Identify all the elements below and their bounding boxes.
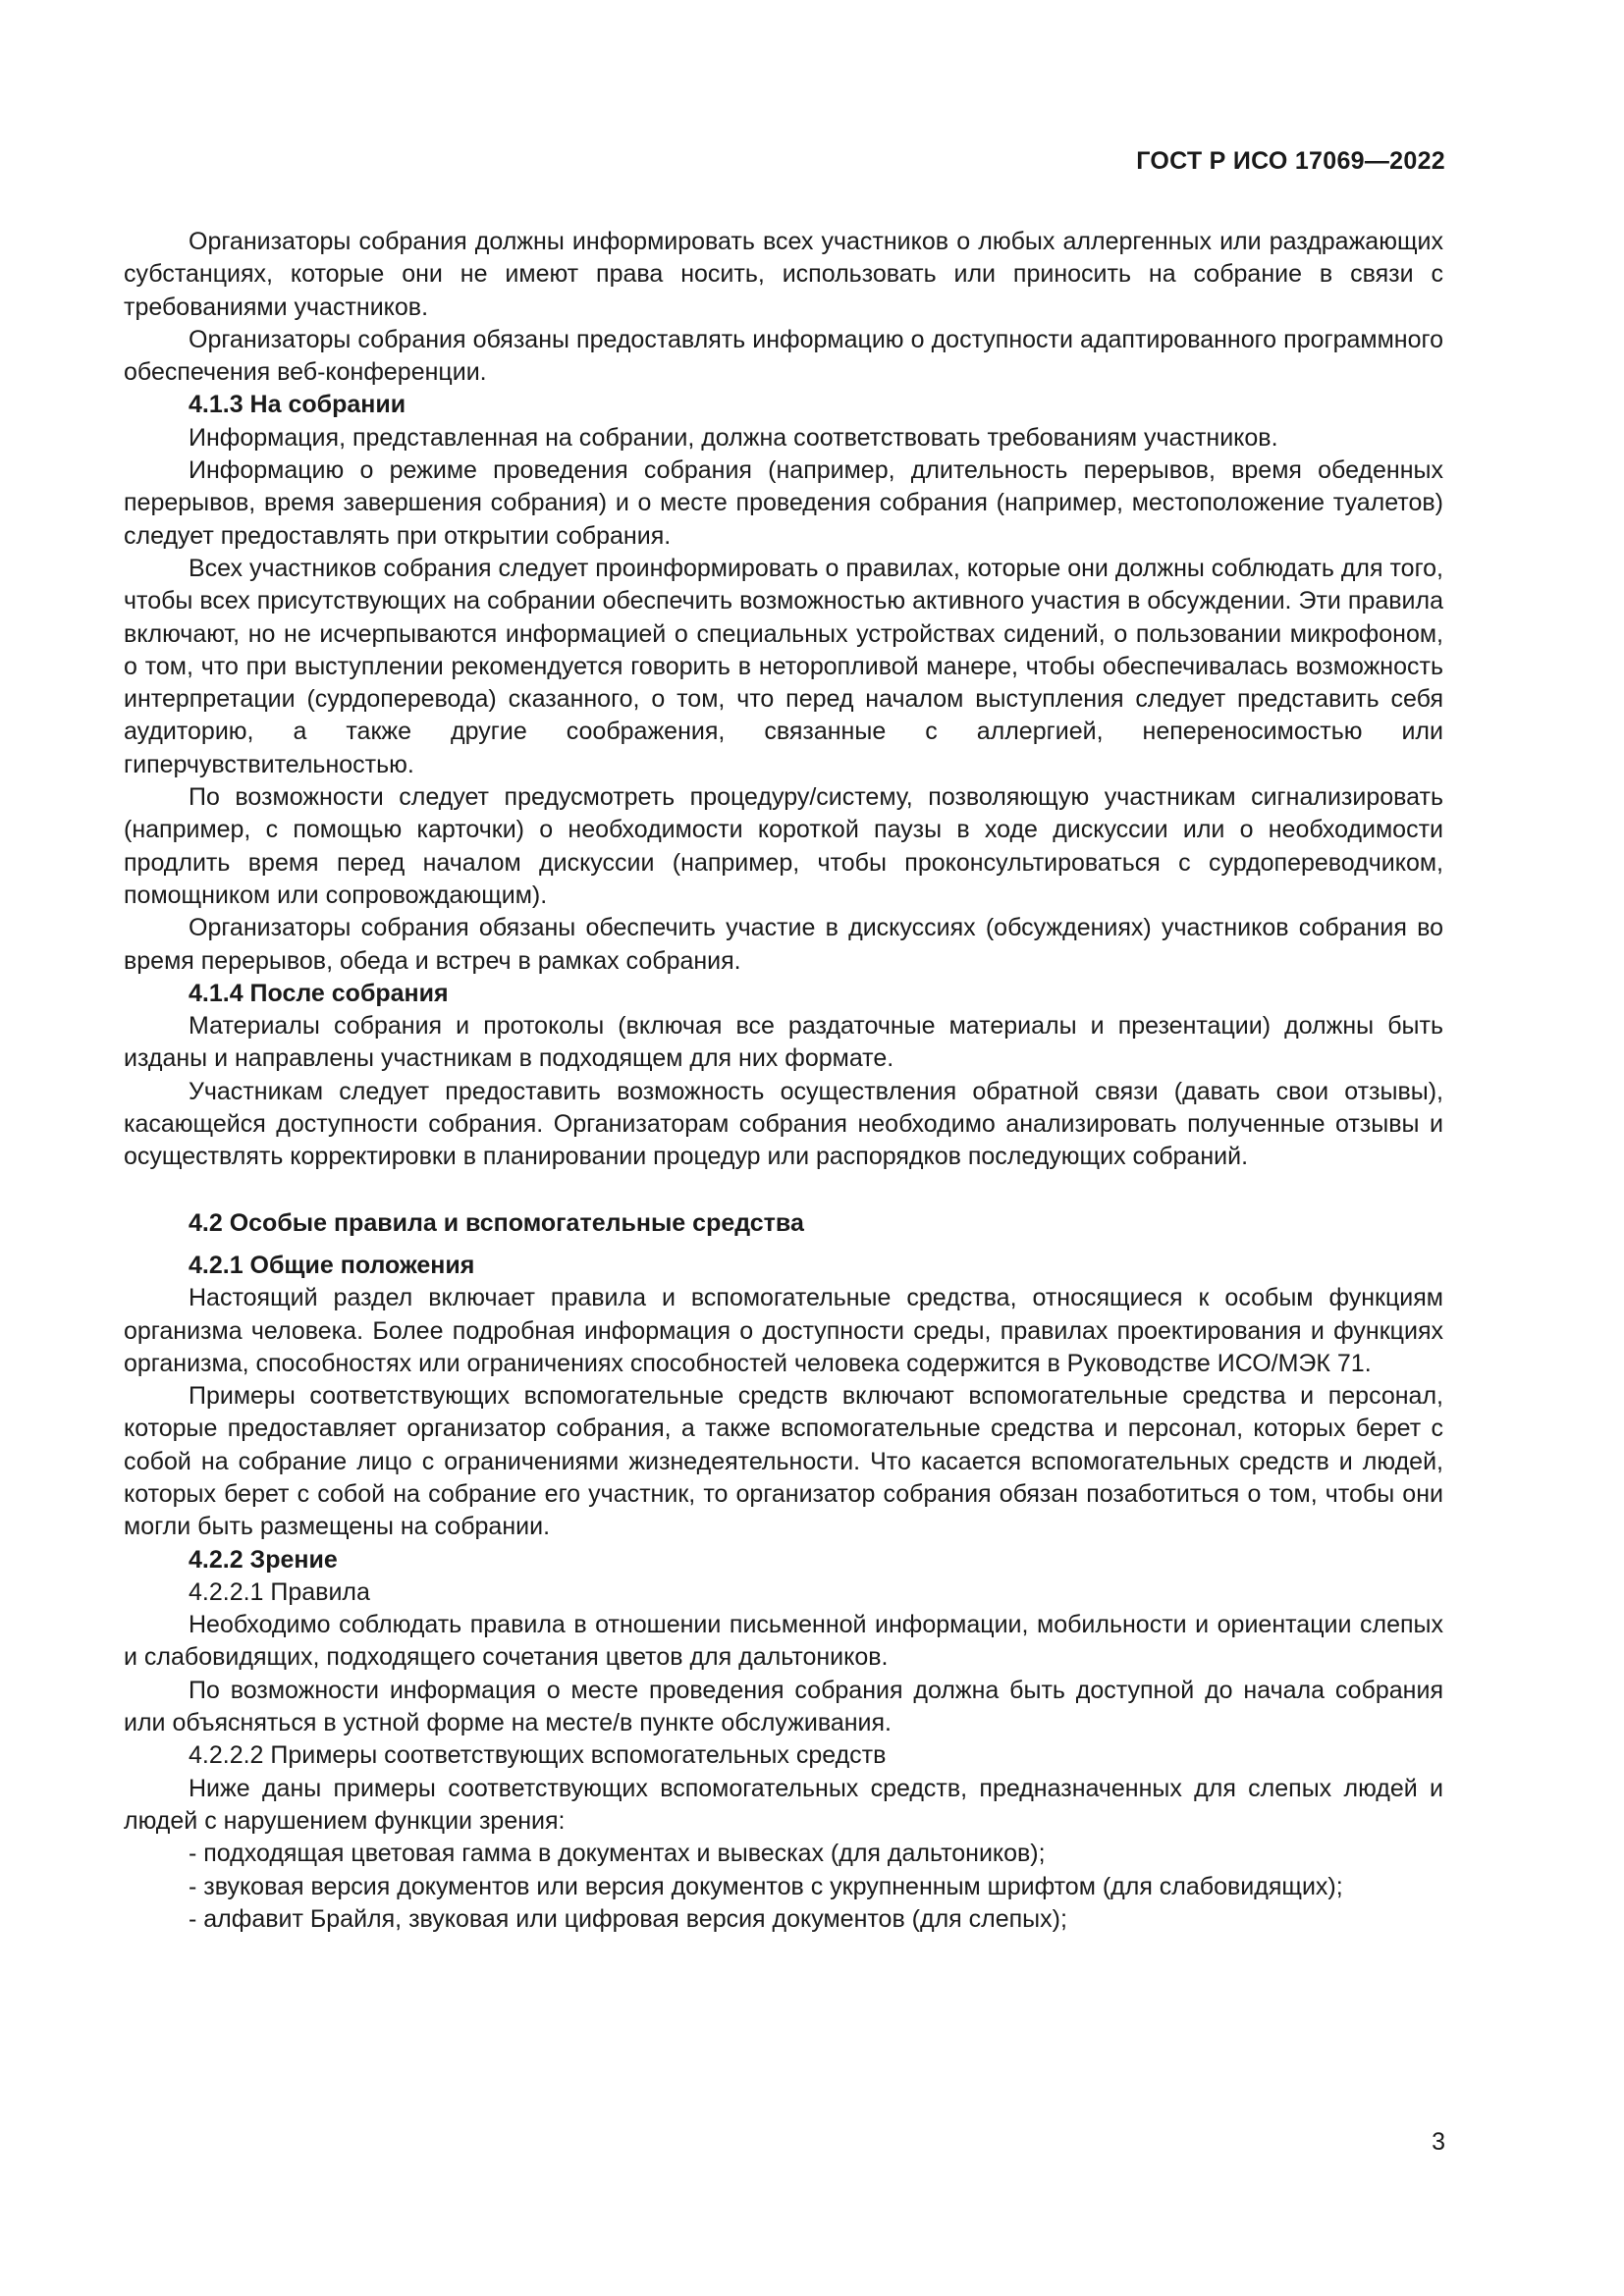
- section-heading-4-2: 4.2 Особые правила и вспомогательные средства: [189, 1208, 804, 1237]
- paragraph: Организаторы собрания должны информировать всех участников о любых аллергенных или раздражающих субстанциях, которые они не имеют права носить, использовать или приносить на собрание в связи с требованиями участников.: [124, 228, 1443, 321]
- paragraph: Ниже даны примеры соответствующих вспомогательных средств, предназначенных для слепых людей и людей с нарушением функции зрения:: [124, 1774, 1443, 1835]
- clause-heading-4-2-2-2: 4.2.2.2 Примеры соответствующих вспомогательных средств: [189, 1741, 887, 1770]
- paragraph: Организаторы собрания обязаны обеспечить участие в дискуссиях (обсуждениях) участников собрания во время перерывов, обеда и встреч в рамках собрания.: [124, 914, 1443, 975]
- list-item: - подходящая цветовая гамма в документах и вывесках (для дальтоников);: [189, 1840, 1046, 1868]
- paragraph: Настоящий раздел включает правила и вспомогательные средства, относящиеся к особым функциям организма человека. Более подробная информация о доступности среды, правилах проектирования и функциях организма, способностях или ограничениях способностей человека содержится в Руководстве ИСО/МЭК 71.: [124, 1284, 1443, 1377]
- standard-number-header: ГОСТ Р ИСО 17069—2022: [1136, 147, 1445, 175]
- paragraph: Материалы собрания и протоколы (включая все раздаточные материалы и презентации) должны быть изданы и направлены участникам в подходящем для них формате.: [124, 1012, 1443, 1073]
- subsection-heading-4-2-1: 4.2.1 Общие положения: [189, 1251, 475, 1279]
- document-body: [124, 226, 1443, 1936]
- paragraph: Всех участников собрания следует проинформировать о правилах, которые они должны соблюдать для того, чтобы всех присутствующих на собрании обеспечить возможностью активного участия в обсуждении. Эти правила включают, но не исчерпываются информацией о специальных устройствах сидений, о пользовании микрофоном, о том, что при выступлении рекомендуется говорить в неторопливой манере, чтобы обеспечивалась возможность интерпретации (сурдоперевода) сказанного, о том, что перед началом выступления следует представить себя аудиторию, а также другие соображения, связанные с аллергией, непереносимостью или гиперчувствительностью.: [124, 554, 1443, 778]
- paragraph: По возможности следует предусмотреть процедуру/систему, позволяющую участникам сигнализировать (например, с помощью карточки) о необходимости короткой паузы в ходе дискуссии или о необходимости продлить время перед началом дискуссии (например, чтобы проконсультироваться с сурдопереводчиком, помощником или сопровождающим).: [124, 783, 1443, 909]
- subsection-heading-4-1-3: 4.1.3 На собрании: [189, 391, 406, 419]
- paragraph: Участникам следует предоставить возможность осуществления обратной связи (давать свои отзывы), касающейся доступности собрания. Организаторам собрания необходимо анализировать полученные отзывы и осуществлять корректировки в планировании процедур или распорядков последующих собраний.: [124, 1077, 1443, 1171]
- paragraph: Организаторы собрания обязаны предоставлять информацию о доступности адаптированного программного обеспечения веб-конференции.: [124, 325, 1443, 387]
- subsection-heading-4-1-4: 4.1.4 После собрания: [189, 979, 449, 1007]
- clause-heading-4-2-2-1: 4.2.2.1 Правила: [189, 1577, 370, 1606]
- paragraph: Необходимо соблюдать правила в отношении письменной информации, мобильности и ориентации слепых и слабовидящих, подходящего сочетания цветов для дальтоников.: [124, 1611, 1443, 1672]
- paragraph: Информацию о режиме проведения собрания (например, длительность перерывов, время обеденных перерывов, время завершения собрания) и о месте проведения собрания (например, местоположение туалетов) следует предоставлять при открытии собрания.: [124, 456, 1443, 550]
- subsection-heading-4-2-2: 4.2.2 Зрение: [189, 1545, 338, 1574]
- list-item: - звуковая версия документов или версия документов с укрупненным шрифтом (для слабовидящих);: [189, 1872, 1343, 1900]
- paragraph: Информация, представленная на собрании, должна соответствовать требованиям участников.: [189, 423, 1278, 452]
- list-item: - алфавит Брайля, звуковая или цифровая версия документов (для слепых);: [189, 1904, 1067, 1933]
- paragraph: Примеры соответствующих вспомогательные средств включают вспомогательные средства и персонал, которые предоставляет организатор собрания, а также вспомогательные средства и персонал, которых берет с собой на собрание лицо с ограничениями жизнедеятельности. Что касается вспомогательных средств и людей, которых берет с собой на собрание его участник, то организатор собрания обязан позаботиться о том, чтобы они могли быть размещены на собрании.: [124, 1382, 1443, 1541]
- page-number: 3: [1432, 2128, 1445, 2156]
- paragraph: По возможности информация о месте проведения собрания должна быть доступной до начала собрания или объясняться в устной форме на месте/в пункте обслуживания.: [124, 1676, 1443, 1737]
